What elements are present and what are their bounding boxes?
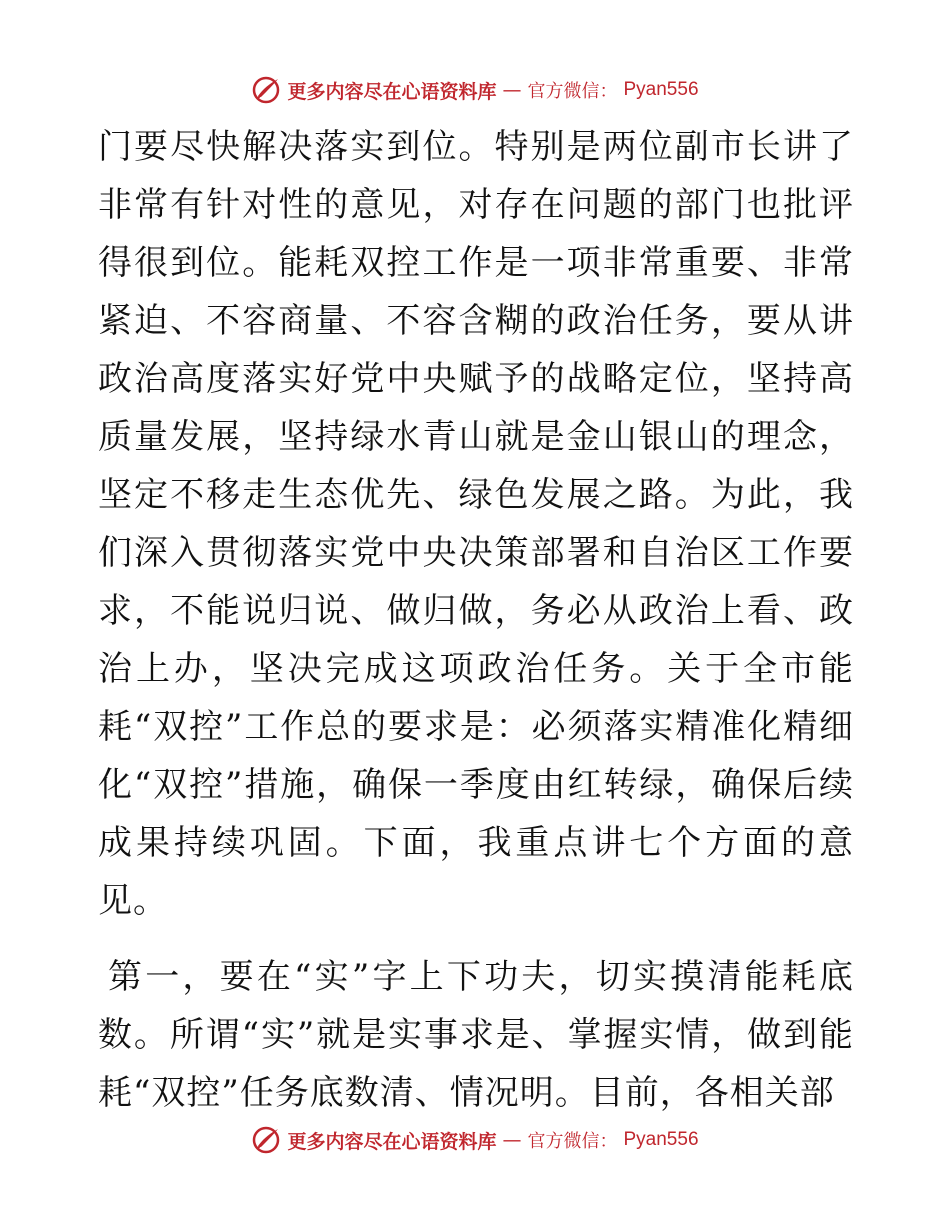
footer-dash: — xyxy=(502,1129,522,1151)
quill-logo-icon xyxy=(251,1125,281,1155)
header-wechat-id: Pyan556 xyxy=(623,79,699,100)
footer-wechat-id: Pyan556 xyxy=(623,1129,699,1150)
header-wechat-label: 官方微信： xyxy=(527,81,618,102)
header-site-text: 更多内容尽在心语资料库 xyxy=(287,80,497,103)
header-dash: — xyxy=(502,79,522,101)
footer-wechat-label: 官方微信： xyxy=(527,1131,618,1152)
quill-logo-icon xyxy=(251,75,281,105)
footer-banner xyxy=(0,1122,950,1158)
header-banner xyxy=(0,72,950,108)
footer-site-text: 更多内容尽在心语资料库 xyxy=(287,1130,497,1153)
paragraph-2: 第一，要在“实”字上下功夫，切实摸清能耗底数。所谓“实”就是实事求是、掌握实情，做到能耗“双控”任务底数清、情况明。目前，各相关部 xyxy=(98,957,854,1113)
paragraph-1: 门要尽快解决落实到位。特别是两位副市长讲了非常有针对性的意见，对存在问题的部门也批评得很到位。能耗双控工作是一项非常重要、非常紧迫、不容商量、不容含糊的政治任务，要从讲政治高度落实好党中央赋予的战略定位，坚持高质量发展，坚持绿水青山就是金山银山的理念，坚定不移走生态优先、绿色发展之路。为此，我们深入贯彻落实党中央决策部署和自治区工作要求，不能说归说、做归做，务必从政治上看、政治上办，坚决完成这项政治任务。关于全市能耗“双控”工作总的要求是：必须落实精准化精细化“双控”措施，确保一季度由红转绿，确保后续成果持续巩固。下面，我重点讲七个方面的意见。 xyxy=(98,127,854,921)
document-body xyxy=(98,118,854,1122)
